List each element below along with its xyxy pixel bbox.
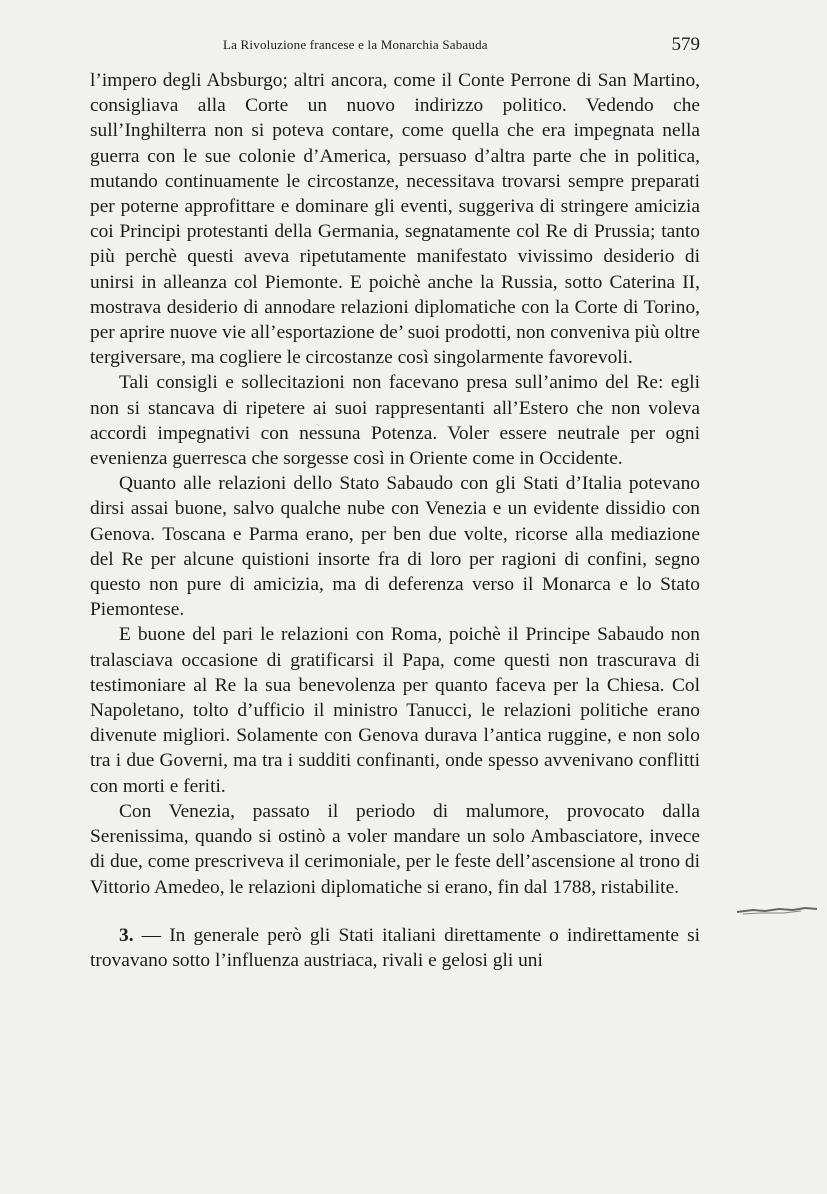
section-paragraph — [90, 923, 700, 973]
page-header — [90, 34, 700, 58]
paragraph: Tali consigli e sollecitazioni non facevano presa sull’animo del Re: egli non si stancava di ripetere ai suoi rappresentanti all’Estero che non voleva accordi impegnativi con nessuna Potenza. Voler essere neutrale per ogni evenienza guerresca che sorgesse così in Oriente come in Occidente. — [90, 372, 700, 470]
paragraph: E buone del pari le relazioni con Roma, poichè il Principe Sabaudo non tralasciava occasione di gratificarsi il Papa, come questi non trascurava di testimoniare al Re la sua benevolenza per quanto faceva per la Chiesa. Col Napoletano, tolto d’ufficio il ministro Tanucci, le relazioni politiche erano divenute migliori. Solamente con Genova durava l’antica ruggine, e non solo tra i due Governi, ma tra i sudditi confinanti, onde spesso avvenivano conflitti con morti e feriti. — [90, 624, 700, 797]
body-text — [90, 68, 700, 973]
scan-artifact — [735, 904, 819, 918]
section-text: — In generale però gli Stati italiani direttamente o indirettamente si trovavano sotto l’influenza austriaca, rivali e gelosi gli uni — [90, 924, 700, 971]
page-number: 579 — [671, 34, 700, 55]
paragraph: Quanto alle relazioni dello Stato Sabaudo con gli Stati d’Italia potevano dirsi assai buone, salvo qualche nube con Venezia e un evidente dissidio con Genova. Toscana e Parma erano, per ben due volte, ricorse alla mediazione del Re per alcune quistioni insorte fra di loro per ragioni di confini, segno questo non pure di amicizia, ma di deferenza verso il Monarca e lo Stato Piemontese. — [90, 473, 700, 621]
running-title: La Rivoluzione francese e la Monarchia Sabauda — [223, 37, 488, 52]
paragraph: l’impero degli Absburgo; altri ancora, come il Conte Perrone di San Martino, consigliava alla Corte un nuovo indirizzo politico. Vedendo che sull’Inghilterra non si poteva contare, come quella che era impegnata nella guerra con le sue colonie d’America, persuaso d’altra parte che in politica, mutando continuamente le circostanze, necessitava trovarsi sempre preparati per poterne approfittare e dominare gli eventi, suggeriva di stringere amicizia coi Principi protestanti della Germania, segnatamente col Re di Prussia; tanto più perchè questi aveva ripetutamente manifestato vivissimo desiderio di unirsi in alleanza col Piemonte. E poichè anche la Russia, sotto Caterina II, mostrava desiderio di annodare relazioni diplomatiche con la Corte di Torino, per aprire nuove vie all’esportazione de’ suoi prodotti, non conveniva più oltre tergiversare, ma cogliere le circostanze così singolarmente favorevoli. — [90, 70, 700, 369]
paragraph: Con Venezia, passato il periodo di malumore, provocato dalla Serenissima, quando si ostinò a voler mandare un solo Ambasciatore, invece di due, come prescriveva il cerimoniale, per le feste dell’ascensione al trono di Vittorio Amedeo, le relazioni diplomatiche si erano, fin dal 1788, ristabilite. — [90, 800, 700, 898]
section-number: 3. — [119, 924, 134, 946]
